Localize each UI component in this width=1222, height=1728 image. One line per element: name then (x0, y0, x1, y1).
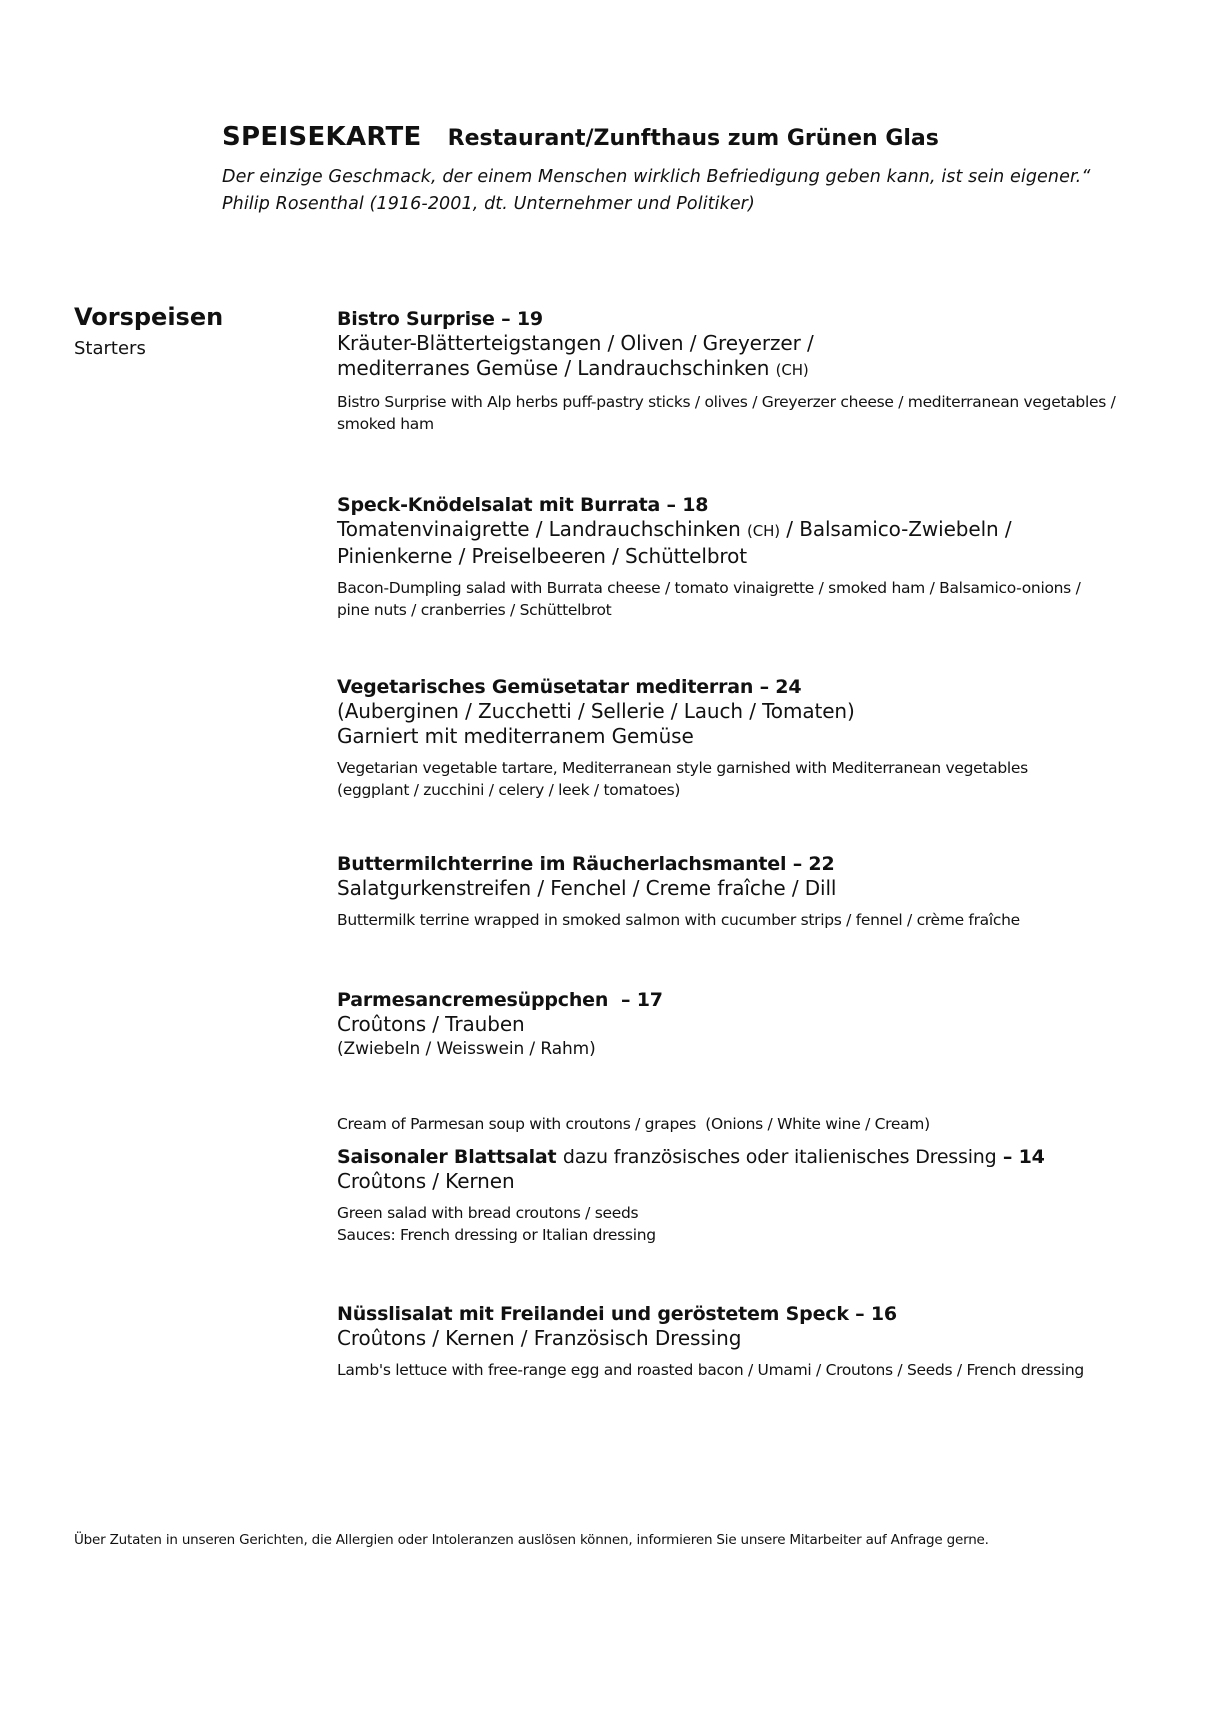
item-description-de (337, 1169, 1167, 1194)
item-title: Nüsslisalat mit Freilandei und geröstetem Speck – 16 (337, 1303, 897, 1325)
item-en-line: Bacon-Dumpling salad with Burrata cheese / tomato vinaigrette / smoked ham / Balsamico-onions / (337, 579, 1081, 597)
menu-item-speck-knoedelsalat (337, 493, 1167, 621)
item-description-en (337, 757, 1167, 801)
item-de-text: mediterranes Gemüse / Landrauchschinken (337, 356, 770, 380)
item-de-line: Salatgurkenstreifen / Fenchel / Creme fraîche / Dill (337, 876, 837, 900)
item-description-de (337, 699, 1167, 749)
origin-tag: (CH) (746, 522, 781, 540)
allergy-notice: Über Zutaten in unseren Gerichten, die Allergien oder Intoleranzen auslösen können, informieren Sie unsere Mitarbeiter auf Anfrage gerne. (74, 1532, 989, 1548)
item-title (337, 1145, 1167, 1169)
item-title: Speck-Knödelsalat mit Burrata – 18 (337, 494, 709, 516)
item-en-line: Vegetarian vegetable tartare, Mediterranean style garnished with Mediterranean vegetables (337, 759, 1028, 777)
item-description-en (337, 391, 1167, 435)
item-title: Vegetarisches Gemüsetatar mediterran – 24 (337, 676, 802, 698)
item-description-de-sub (337, 1037, 1167, 1061)
item-de-line: Croûtons / Trauben (337, 1012, 525, 1036)
restaurant-name: Restaurant/Zunfthaus zum Grünen Glas (447, 126, 939, 151)
section-title: Vorspeisen (74, 303, 224, 331)
item-title: Parmesancremesüppchen – 17 (337, 989, 663, 1011)
section-heading (74, 303, 223, 359)
item-description-de (337, 1012, 1167, 1037)
quote-author: Philip Rosenthal (1916-2001, dt. Unternehmer und Politiker) (222, 194, 755, 214)
menu-item-buttermilchterrine (337, 852, 1167, 931)
menu-item-blattsalat (337, 1145, 1167, 1246)
item-de-line: (Auberginen / Zucchetti / Sellerie / Lauch / Tomaten) (337, 699, 855, 723)
item-de-line: (Zwiebeln / Weisswein / Rahm) (337, 1039, 596, 1059)
item-title-bold: Saisonaler Blattsalat (337, 1146, 557, 1168)
menu-item-nuesslisalat (337, 1302, 1167, 1381)
item-title: Bistro Surprise – 19 (337, 308, 543, 330)
item-description-de (337, 517, 1167, 569)
item-en-line: Sauces: French dressing or Italian dressing (337, 1226, 656, 1244)
origin-tag: (CH) (775, 361, 809, 379)
item-description-de (337, 876, 1167, 901)
item-de-text: Tomatenvinaigrette / Landrauchschinken (337, 517, 741, 541)
item-en-line: Buttermilk terrine wrapped in smoked salmon with cucumber strips / fennel / crème fraîche (337, 911, 1020, 929)
menu-title: SPEISEKARTE (222, 122, 422, 152)
item-en-line: pine nuts / cranberries / Schüttelbrot (337, 601, 612, 619)
item-en-line: smoked ham (337, 415, 434, 433)
item-price: – 14 (1002, 1146, 1045, 1168)
quote (222, 164, 1182, 218)
item-description-de (337, 1326, 1167, 1351)
item-de-line (337, 517, 1167, 544)
item-en-line: (eggplant / zucchini / celery / leek / tomatoes) (337, 781, 681, 799)
quote-text: Der einzige Geschmack, der einem Menschen wirklich Befriedigung geben kann, ist sein eigener.“ (222, 167, 1091, 187)
item-en-line: Green salad with bread croutons / seeds (337, 1204, 639, 1222)
item-de-text: / Balsamico-Zwiebeln / (786, 517, 1012, 541)
item-de-line: Croûtons / Kernen / Französisch Dressing (337, 1326, 742, 1350)
item-en-line: Bistro Surprise with Alp herbs puff-pastry sticks / olives / Greyerzer cheese / mediterranean vegetables / (337, 393, 1116, 411)
item-description-en (337, 1202, 1167, 1246)
title-line (222, 122, 1182, 152)
item-description-en (337, 909, 1167, 931)
menu-item-bistro-surprise (337, 307, 1167, 435)
item-de-line: Kräuter-Blätterteigstangen / Oliven / Greyerzer / (337, 331, 814, 355)
section-subtitle: Starters (74, 338, 146, 359)
item-title: Buttermilchterrine im Räucherlachsmantel – 22 (337, 853, 835, 875)
menu-header (222, 122, 1182, 218)
item-de-line: Pinienkerne / Preiselbeeren / Schüttelbrot (337, 544, 747, 568)
item-description-en (337, 577, 1167, 621)
item-de-line: Croûtons / Kernen (337, 1169, 515, 1193)
item-description-de (337, 331, 1167, 383)
item-title-normal: dazu französisches oder italienisches Dressing (562, 1146, 997, 1168)
menu-item-gemuesetatar (337, 675, 1167, 801)
item-en-line: Lamb's lettuce with free-range egg and roasted bacon / Umami / Croutons / Seeds / French dressing (337, 1361, 1084, 1379)
item-en-line: Cream of Parmesan soup with croutons / grapes (Onions / White wine / Cream) (337, 1115, 930, 1133)
item-de-line: Garniert mit mediterranem Gemüse (337, 724, 694, 748)
item-description-en (337, 1359, 1167, 1381)
item-de-line (337, 356, 1167, 383)
